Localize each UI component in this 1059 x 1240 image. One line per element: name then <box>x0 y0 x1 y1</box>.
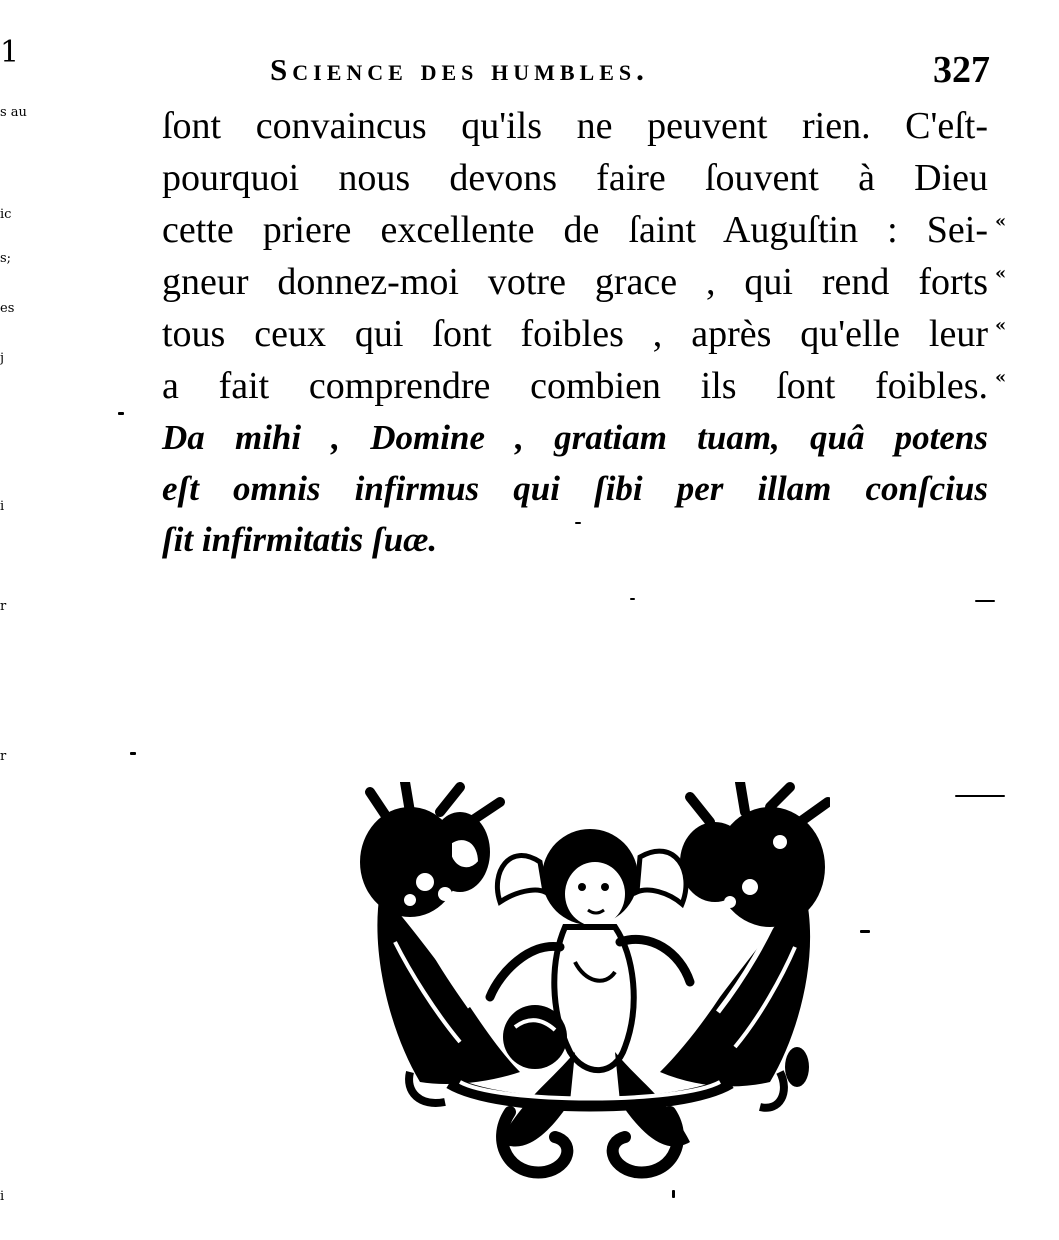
text-line: gneur donnez-moi votre grace , qui rend forts <box>162 261 988 303</box>
bleed-glyph: r <box>0 599 7 614</box>
cherub-cornucopia-vignette-icon <box>350 782 830 1182</box>
print-speck <box>860 930 870 933</box>
bleed-glyph: i <box>0 1189 5 1204</box>
latin-quote-line: ſit infirmitatis ſuæ. <box>162 520 438 559</box>
page-number: 327 <box>933 49 990 91</box>
print-speck <box>130 752 136 755</box>
bleed-glyph: s; <box>0 251 12 266</box>
latin-quote-line: eſt omnis infirmus qui ſibi per illam conſcius <box>162 469 988 508</box>
bleed-glyph: es <box>0 301 15 316</box>
quote-mark: « <box>995 367 1007 388</box>
margin-quote-marks <box>995 196 1025 404</box>
bleed-glyph: 1 <box>0 35 20 70</box>
facing-page-bleed <box>0 30 34 1230</box>
print-speck <box>575 522 581 524</box>
bleed-glyph: ic <box>0 207 12 222</box>
bleed-glyph: i <box>0 499 5 514</box>
text-line: cette priere excellente de ſaint Auguſtin : Sei- <box>162 209 988 251</box>
print-speck <box>975 600 995 602</box>
text-line: ſont convaincus qu'ils ne peuvent rien. C'eſt- <box>162 105 988 147</box>
quote-mark: « <box>995 315 1007 336</box>
latin-quote-line: Da mihi , Domine , gratiam tuam, quâ potens <box>162 418 988 457</box>
print-speck <box>672 1190 675 1198</box>
bleed-glyph: r <box>0 749 7 764</box>
running-title: Science des humbles. <box>270 52 649 87</box>
quote-mark: « <box>995 211 1007 232</box>
text-line: a fait comprendre combien ils ſont foibles. <box>162 365 988 407</box>
body-text <box>162 100 988 565</box>
text-line: pourquoi nous devons faire ſouvent à Dieu <box>162 157 988 199</box>
page-header <box>270 49 990 96</box>
print-speck <box>118 412 124 415</box>
print-speck <box>630 598 635 600</box>
bleed-glyph: s au <box>0 105 27 120</box>
print-speck <box>955 795 1005 797</box>
text-line: tous ceux qui ſont foibles , après qu'elle leur <box>162 313 988 355</box>
quote-mark: « <box>995 263 1007 284</box>
bleed-glyph: j <box>0 351 5 366</box>
